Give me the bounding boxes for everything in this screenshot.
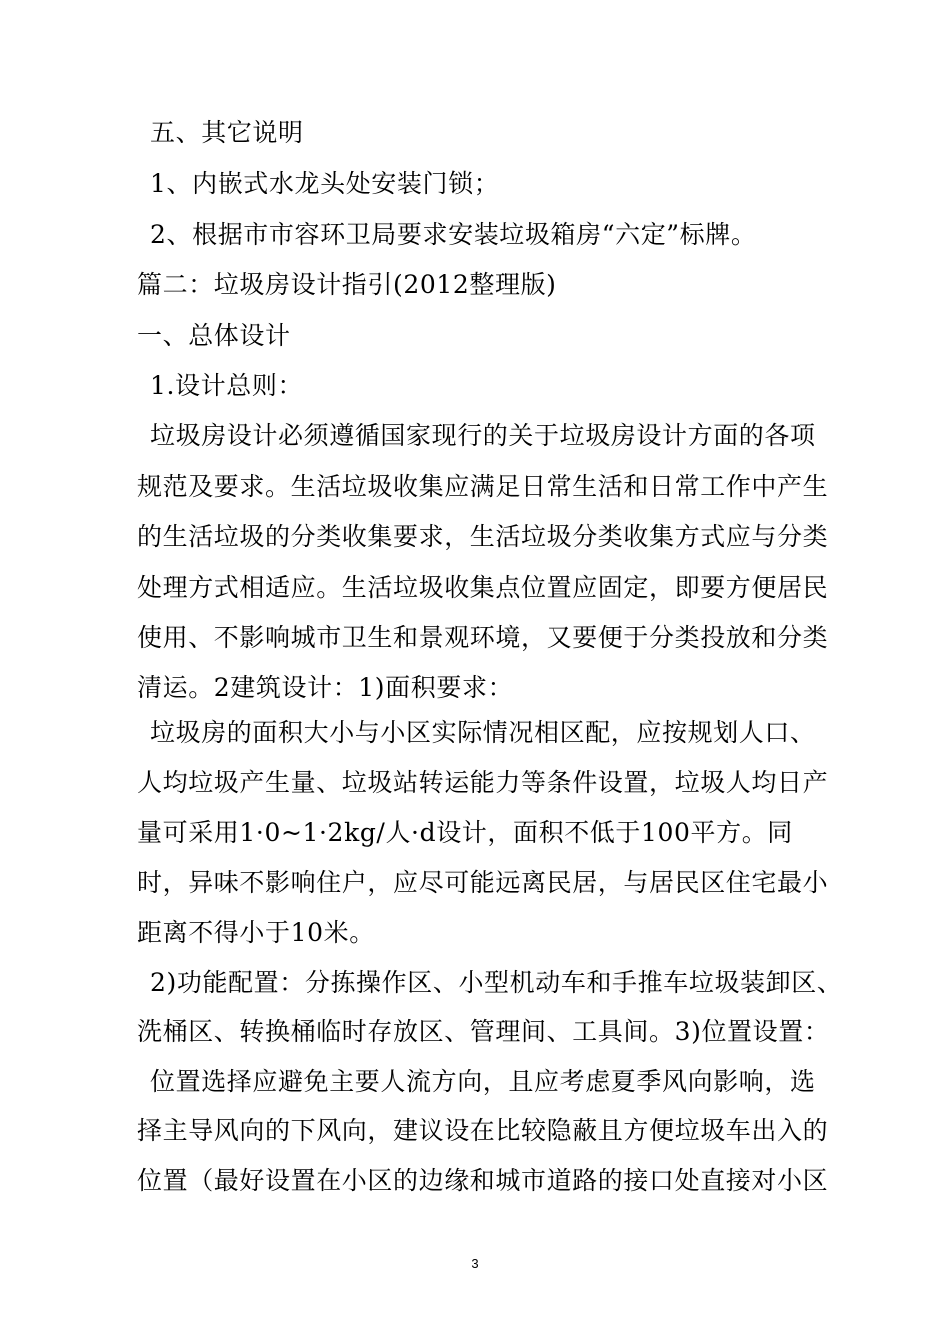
paragraph-line: 垃圾房设计必须遵循国家现行的关于垃圾房设计方面的各项	[150, 421, 816, 450]
paragraph-line: 洗桶区、转换桶临时存放区、管理间、工具间。3)位置设置：	[137, 1017, 830, 1046]
paragraph-line: 清运。2建筑设计：1)面积要求：	[137, 673, 514, 702]
paragraph-line: 垃圾房的面积大小与小区实际情况相区配，应按规划人口、	[150, 718, 816, 747]
paragraph-line: 的生活垃圾的分类收集要求，生活垃圾分类收集方式应与分类	[137, 522, 829, 551]
paragraph-line: 处理方式相适应。生活垃圾收集点位置应固定，即要方便居民	[137, 573, 829, 602]
page-number: 3	[471, 1256, 479, 1271]
paragraph-line: 位置选择应避免主要人流方向，且应考虑夏季风向影响，选	[150, 1067, 816, 1096]
paragraph-line: 距离不得小于10米。	[137, 918, 375, 947]
paragraph-line: 位置（最好设置在小区的边缘和城市道路的接口处直接对小区	[137, 1166, 829, 1195]
article-title: 篇二：垃圾房设计指引(2012整理版)	[137, 270, 557, 299]
paragraph-line: 1、内嵌式水龙头处安装门锁；	[150, 169, 500, 198]
paragraph-line: 规范及要求。生活垃圾收集应满足日常生活和日常工作中产生	[137, 472, 829, 501]
subsection-heading: 1.设计总则：	[150, 371, 304, 400]
paragraph-line: 量可采用1·0~1·2kg/人·d设计，面积不低于100平方。同	[137, 818, 793, 847]
paragraph-line: 2)功能配置：分拣操作区、小型机动车和手推车垃圾装卸区、	[150, 968, 843, 997]
paragraph-line: 时，异味不影响住户，应尽可能远离民居，与居民区住宅最小	[137, 868, 829, 897]
section-heading: 五、其它说明	[150, 118, 304, 147]
section-heading: 一、总体设计	[137, 321, 291, 350]
paragraph-line: 2、根据市市容环卫局要求安装垃圾箱房“六定”标牌。	[150, 220, 757, 249]
paragraph-line: 人均垃圾产生量、垃圾站转运能力等条件设置，垃圾人均日产	[137, 768, 829, 797]
paragraph-line: 择主导风向的下风向，建议设在比较隐蔽且方便垃圾车出入的	[137, 1116, 829, 1145]
paragraph-line: 使用、不影响城市卫生和景观环境，又要便于分类投放和分类	[137, 623, 829, 652]
